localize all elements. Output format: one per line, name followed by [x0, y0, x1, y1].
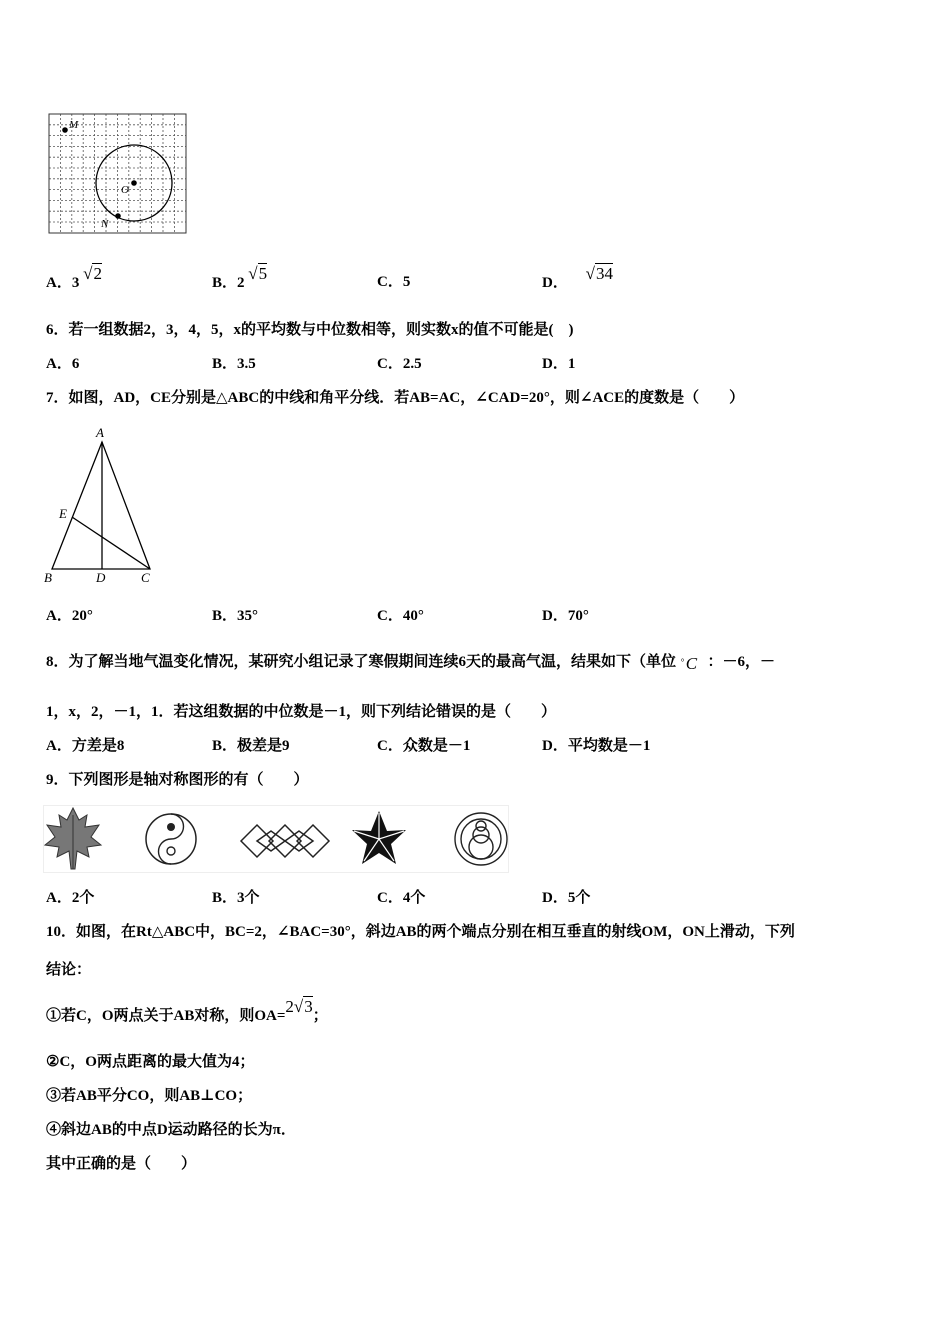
label-o: O — [121, 184, 129, 196]
label-a: A — [96, 425, 104, 440]
q8-stem-line1: 8．为了解当地气温变化情况，某研究小组记录了寒假期间连续6天的最高气温，结果如下（单位 ° C ：－6，－ — [46, 654, 776, 673]
q8-option-a[interactable]: A．方差是8 — [46, 738, 125, 754]
q10-statement-1: ①若C，O两点关于AB对称，则OA=2√3； — [46, 997, 328, 1024]
knot-pattern-icon — [241, 825, 329, 857]
q7-option-b[interactable]: B．35° — [212, 608, 259, 624]
label-b: B — [44, 570, 52, 585]
q10-stem-line2: 结论： — [46, 962, 92, 978]
label-n: N — [101, 218, 109, 230]
q7-option-c[interactable]: C．40° — [377, 608, 424, 624]
sqrt-expression: √34 — [585, 264, 613, 283]
q9-stem: 9．下列图形是轴对称图形的有（ ） — [46, 772, 309, 788]
q9-option-d[interactable]: D．5个 — [542, 890, 591, 906]
q10-stem-line1: 10．如图，在Rt△ABC中，BC=2，∠BAC=30°，斜边AB的两个端点分别在相互垂直的射线OM，ON上滑动，下列 — [46, 924, 795, 940]
label-e: E — [59, 506, 67, 521]
q9-option-a[interactable]: A．2个 — [46, 890, 95, 906]
circles-pattern-icon — [455, 813, 507, 865]
maple-leaf-icon — [45, 808, 101, 869]
label-d: D — [96, 570, 106, 585]
q5-option-b[interactable]: B．2 √5 — [212, 264, 268, 291]
symmetry-figures — [43, 805, 509, 873]
q5-option-c[interactable]: C．5 — [377, 274, 411, 290]
q8-stem-line2: 1，x，2，－1，1．若这组数据的中位数是－1，则下列结论错误的是（ ） — [46, 704, 557, 720]
label-c: C — [141, 570, 150, 585]
q10-statement-3: ③若AB平分CO，则AB⊥CO； — [46, 1088, 253, 1104]
q9-option-c[interactable]: C．4个 — [377, 890, 426, 906]
q10-question: 其中正确的是（ ） — [46, 1156, 197, 1172]
q9-option-b[interactable]: B．3个 — [212, 890, 260, 906]
q6-option-b[interactable]: B．3.5 — [212, 356, 256, 372]
grid-circle-figure — [48, 113, 188, 235]
q8-option-b[interactable]: B．极差是9 — [212, 738, 290, 754]
sqrt-expression: √2 — [83, 264, 102, 283]
q7-option-d[interactable]: D．70° — [542, 608, 589, 624]
triangle-figure — [40, 422, 165, 587]
q6-option-d[interactable]: D．1 — [542, 356, 576, 372]
flower-icon — [352, 811, 406, 864]
q5-option-d[interactable]: D． √34 — [542, 264, 613, 291]
sqrt-expression: √5 — [248, 264, 268, 283]
sqrt-expression: 2√3 — [285, 997, 313, 1016]
q10-statement-4: ④斜边AB的中点D运动路径的长为π． — [46, 1122, 296, 1138]
point-o — [131, 180, 137, 186]
q10-statement-2: ②C，O两点距离的最大值为4； — [46, 1054, 255, 1070]
q7-stem: 7．如图，AD，CE分别是△ABC的中线和角平分线．若AB=AC，∠CAD=20°，则∠ACE的度数是（ ） — [46, 390, 745, 406]
q5-option-a[interactable]: A．3 √2 — [46, 264, 102, 291]
q8-option-c[interactable]: C．众数是－1 — [377, 738, 471, 754]
q8-option-d[interactable]: D．平均数是－1 — [542, 738, 651, 754]
q6-stem: 6．若一组数据2，3，4，5，x的平均数与中位数相等，则实数x的值不可能是( ) — [46, 322, 574, 338]
label-m: M — [69, 119, 79, 131]
point-m — [62, 127, 68, 133]
q7-option-a[interactable]: A．20° — [46, 608, 93, 624]
q6-option-a[interactable]: A．6 — [46, 356, 80, 372]
q6-option-c[interactable]: C．2.5 — [377, 356, 422, 372]
point-n — [115, 213, 121, 219]
yin-yang-icon — [146, 814, 196, 864]
